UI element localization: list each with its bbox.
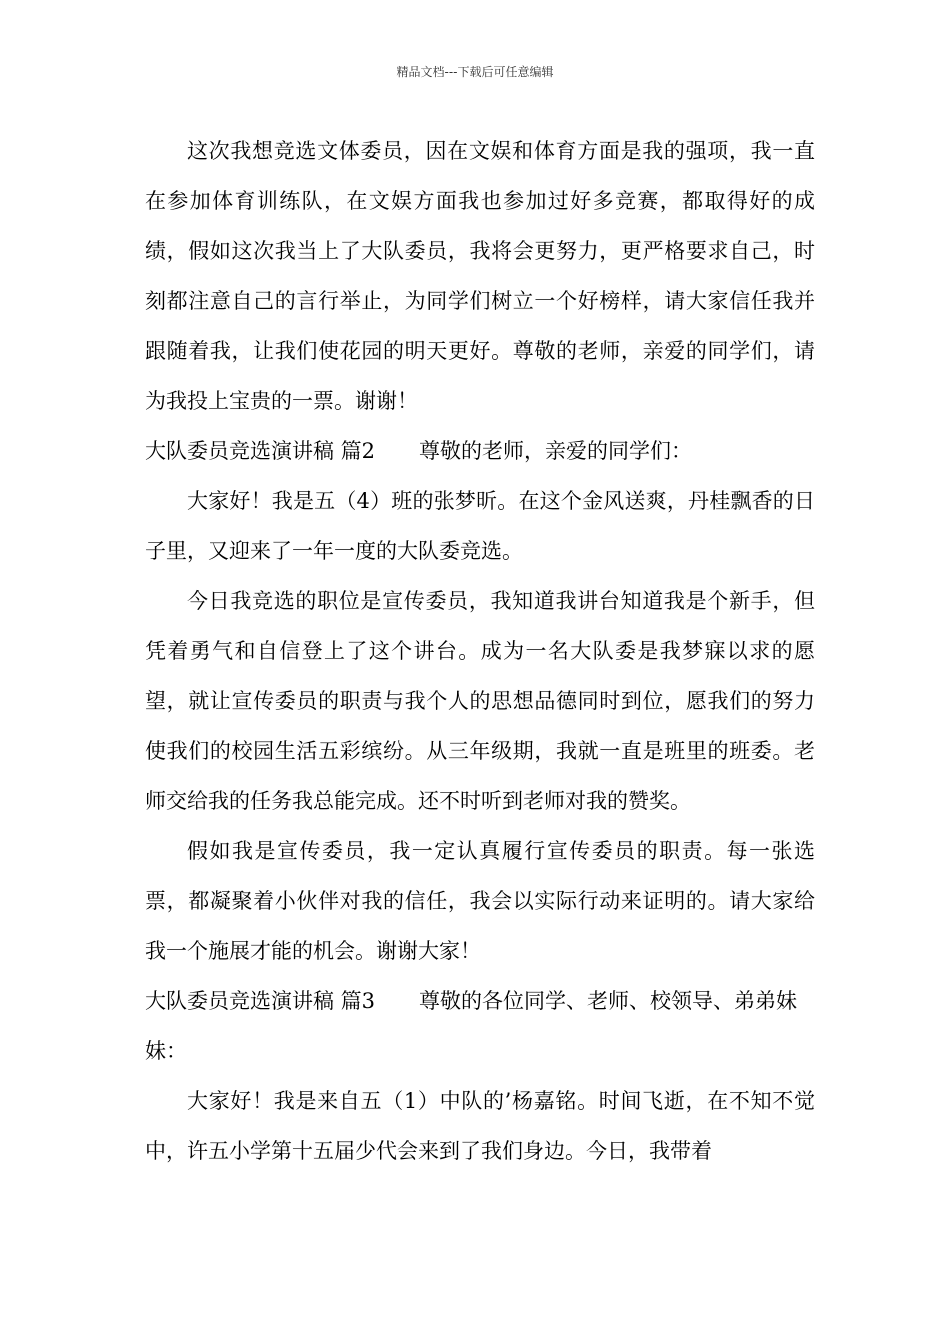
section-title: 大队委员竞选演讲稿 篇3 [145,989,376,1013]
section-salutation: 尊敬的各位同学、老师、校领导、弟弟妹妹： [145,989,798,1063]
section-title: 大队委员竞选演讲稿 篇2 [145,439,376,463]
paragraph: 大家好！我是五（4）班的张梦昕。在这个金风送爽，丹桂飘香的日子里，又迎来了一年一度的大队委竞选。 [145,489,815,563]
section-salutation: 尊敬的老师，亲爱的同学们： [419,439,693,463]
section-heading [145,426,815,476]
paragraph: 今日我竞选的职位是宣传委员，我知道我讲台知道我是个新手，但凭着勇气和自信登上了这个讲台。成为一名大队委是我梦寐以求的愿望，就让宣传委员的职责与我个人的思想品德同时到位，愿我们的努力使我们的校园生活五彩缤纷。从三年级期，我就一直是班里的班委。老师交给我的任务我总能完成。还不时听到老师对我的赞奖。 [145,589,815,813]
document-body [145,126,815,1176]
paragraph: 这次我想竞选文体委员，因在文娱和体育方面是我的强项，我一直在参加体育训练队，在文娱方面我也参加过好多竞赛，都取得好的成绩，假如这次我当上了大队委员，我将会更努力，更严格要求自己，时刻都注意自己的言行举止，为同学们树立一个好榜样，请大家信任我并跟随着我，让我们使花园的明天更好。尊敬的老师，亲爱的同学们，请为我投上宝贵的一票。谢谢！ [145,139,815,413]
page-header: 精品文档---下载后可任意编辑 [396,65,554,79]
paragraph: 大家好！我是来自五（1）中队的’杨嘉铭。时间飞逝，在不知不觉中，许五小学第十五届少代会来到了我们身边。今日，我带着 [145,1089,815,1163]
section-heading [145,976,815,1076]
paragraph: 假如我是宣传委员，我一定认真履行宣传委员的职责。每一张选票，都凝聚着小伙伴对我的信任，我会以实际行动来证明的。请大家给我一个施展才能的机会。谢谢大家！ [145,839,815,963]
